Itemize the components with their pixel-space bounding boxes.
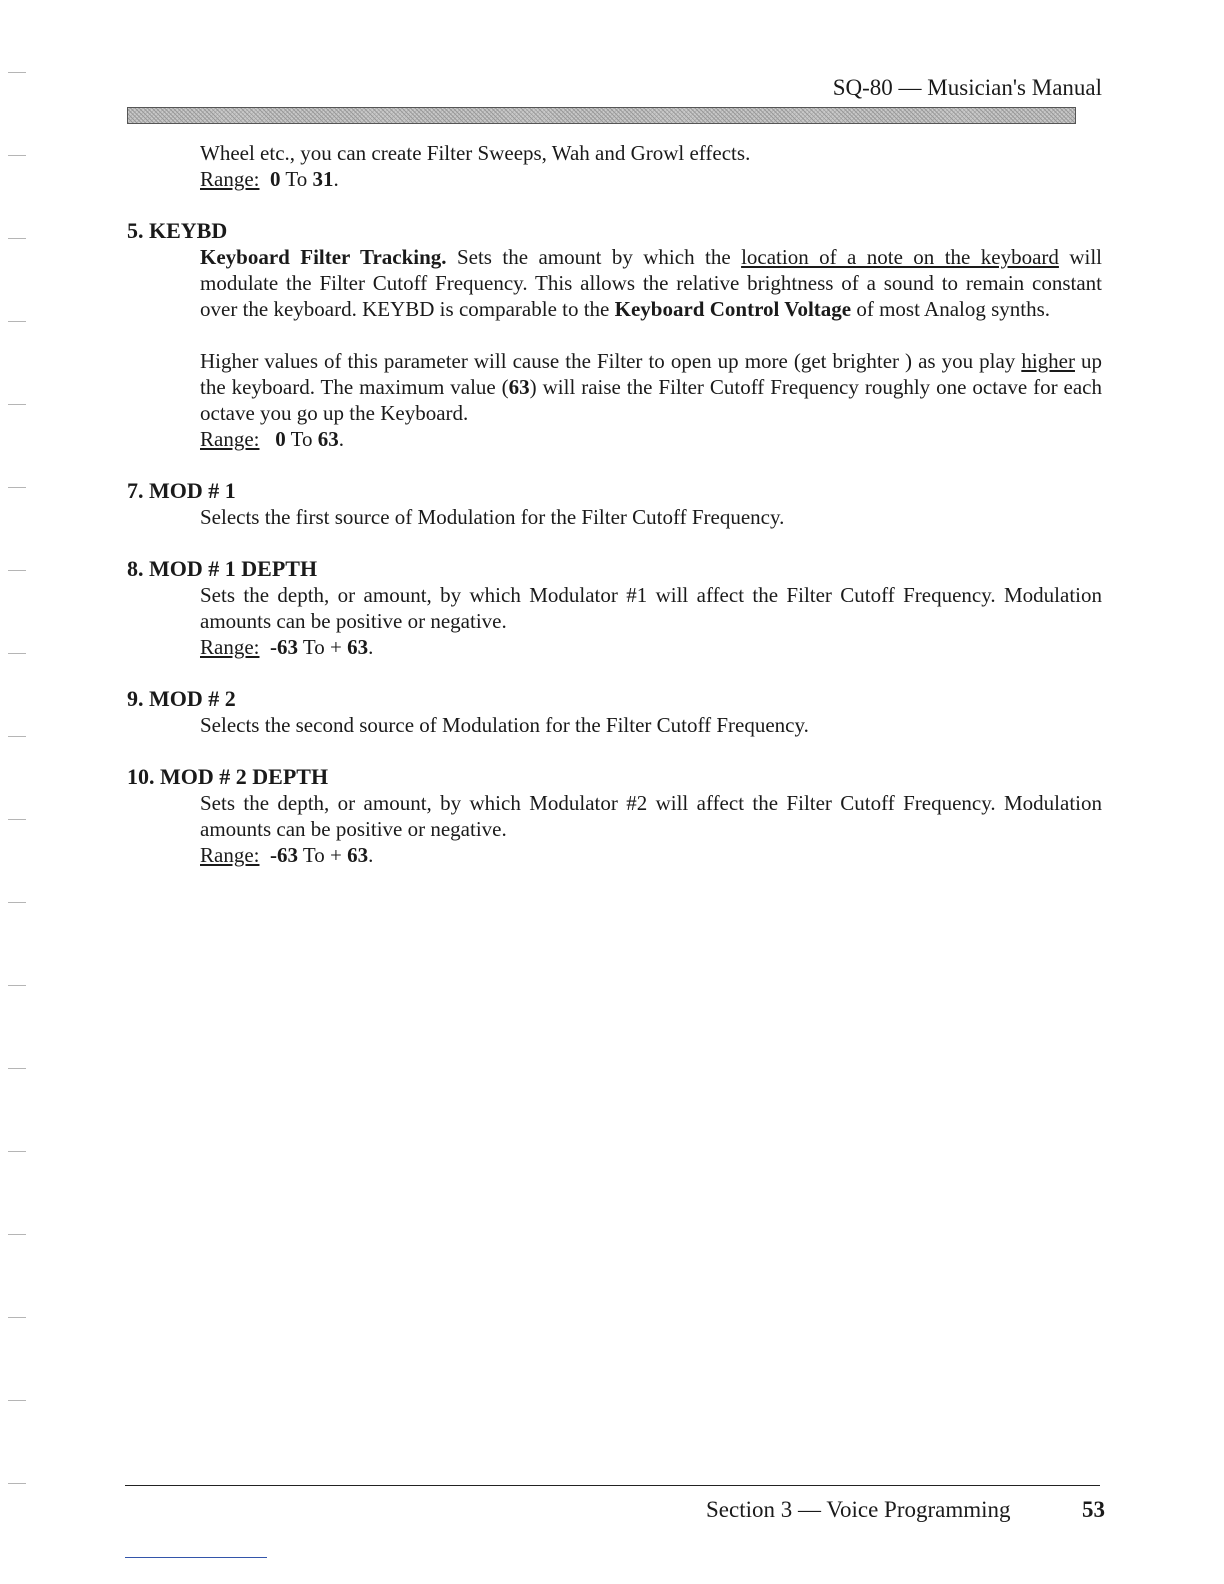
margin-tick: [8, 570, 26, 571]
keybd-paragraph-1: [200, 244, 1102, 322]
section-mod2: [127, 686, 1102, 738]
keybd-text: up the keyboard. The maximum value (: [200, 349, 1102, 399]
footer-rule: [125, 1485, 1100, 1486]
range-label: Range:: [200, 167, 260, 191]
keybd-text: will modulate the Filter Cutoff Frequency. This allows the relative brightness of a sound to remain constant over the keyboard. KEYBD is comparable to the: [200, 245, 1102, 321]
margin-tick: [8, 238, 26, 239]
section-heading: 9. MOD # 2: [127, 686, 236, 711]
intro-block: [200, 140, 1102, 192]
range-to: To +: [302, 843, 342, 867]
range-min: -63: [269, 635, 298, 659]
section-mod1-depth: [127, 556, 1102, 660]
intro-text: Wheel etc., you can create Filter Sweeps, Wah and Growl effects.: [200, 141, 751, 165]
range-to: To +: [302, 635, 342, 659]
section-mod2-depth: [127, 764, 1102, 868]
term-keyboard-filter-tracking: Keyboard Filter Tracking.: [200, 245, 447, 269]
margin-tick: [8, 653, 26, 654]
margin-tick: [8, 1483, 26, 1484]
margin-tick: [8, 1400, 26, 1401]
range-max: 63: [347, 843, 369, 867]
margin-tick: [8, 902, 26, 903]
underlined-phrase: location of a note on the keyboard: [741, 245, 1059, 269]
margin-tick: [8, 321, 26, 322]
margin-tick: [8, 404, 26, 405]
keybd-text: ) will raise the Filter Cutoff Frequency roughly one octave for each octave you go up the Keyboard.: [200, 375, 1103, 425]
mod2-depth-range: [200, 842, 1102, 868]
underlined-word: higher: [1021, 349, 1075, 373]
margin-tick: [8, 1317, 26, 1318]
margin-tick: [8, 72, 26, 73]
section-heading: 5. KEYBD: [127, 218, 228, 243]
margin-tick: [8, 487, 26, 488]
intro-range: [200, 166, 1102, 192]
section-body: [200, 244, 1102, 452]
range-label: Range:: [200, 843, 260, 867]
section-heading: 10. MOD # 2 DEPTH: [127, 764, 329, 789]
range-to: To: [290, 427, 313, 451]
section-body: [200, 790, 1102, 868]
range-end: .: [338, 427, 344, 451]
range-label: Range:: [200, 427, 260, 451]
margin-tick: [8, 1151, 26, 1152]
keybd-text: of most Analog synths.: [851, 297, 1051, 321]
section-body: [200, 504, 1102, 530]
range-min: 0: [269, 167, 281, 191]
scan-edge-line: [125, 1557, 267, 1558]
page-body: [127, 140, 1102, 868]
section-body: [200, 712, 1102, 738]
section-keybd: [127, 218, 1102, 452]
range-end: .: [368, 843, 374, 867]
header-rule-bar: [127, 107, 1076, 124]
mod2-text: Selects the second source of Modulation for the Filter Cutoff Frequency.: [200, 713, 809, 737]
section-heading: 7. MOD # 1: [127, 478, 236, 503]
range-end: .: [368, 635, 374, 659]
range-end: .: [333, 167, 339, 191]
term-keyboard-control-voltage: Keyboard Control Voltage: [614, 297, 852, 321]
section-heading: 8. MOD # 1 DEPTH: [127, 556, 318, 581]
margin-tick: [8, 819, 26, 820]
margin-tick: [8, 985, 26, 986]
footer-section-title: Section 3 — Voice Programming: [706, 1497, 1011, 1522]
keybd-paragraph-2: [200, 348, 1102, 426]
section-body: [200, 582, 1102, 660]
range-max: 63: [317, 427, 339, 451]
range-to: To: [285, 167, 308, 191]
margin-tick: [8, 155, 26, 156]
margin-tick: [8, 736, 26, 737]
margin-tick: [8, 1068, 26, 1069]
section-mod1: [127, 478, 1102, 530]
range-max: 31: [312, 167, 334, 191]
page-number: 53: [1082, 1497, 1105, 1522]
max-value: 63: [508, 375, 530, 399]
margin-tick: [8, 1234, 26, 1235]
range-min: -63: [269, 843, 298, 867]
mod1-text: Selects the first source of Modulation for the Filter Cutoff Frequency.: [200, 505, 785, 529]
keybd-range: [200, 426, 1102, 452]
keybd-text: Sets the amount by which the: [446, 245, 742, 269]
range-min: 0: [275, 427, 286, 451]
mod1-depth-range: [200, 634, 1102, 660]
binding-margin-marks: [8, 0, 30, 1584]
mod2-depth-text: Sets the depth, or amount, by which Modulator #2 will affect the Filter Cutoff Frequency. Modulation amounts can be positive or negative.: [200, 791, 1102, 841]
running-header-title: SQ-80 — Musician's Manual: [832, 75, 1102, 100]
keybd-text: Higher values of this parameter will cause the Filter to open up more (get brighter ) as you play: [200, 349, 1022, 373]
mod1-depth-text: Sets the depth, or amount, by which Modulator #1 will affect the Filter Cutoff Frequency. Modulation amounts can be positive or negative.: [200, 583, 1102, 633]
range-label: Range:: [200, 635, 260, 659]
range-max: 63: [347, 635, 369, 659]
